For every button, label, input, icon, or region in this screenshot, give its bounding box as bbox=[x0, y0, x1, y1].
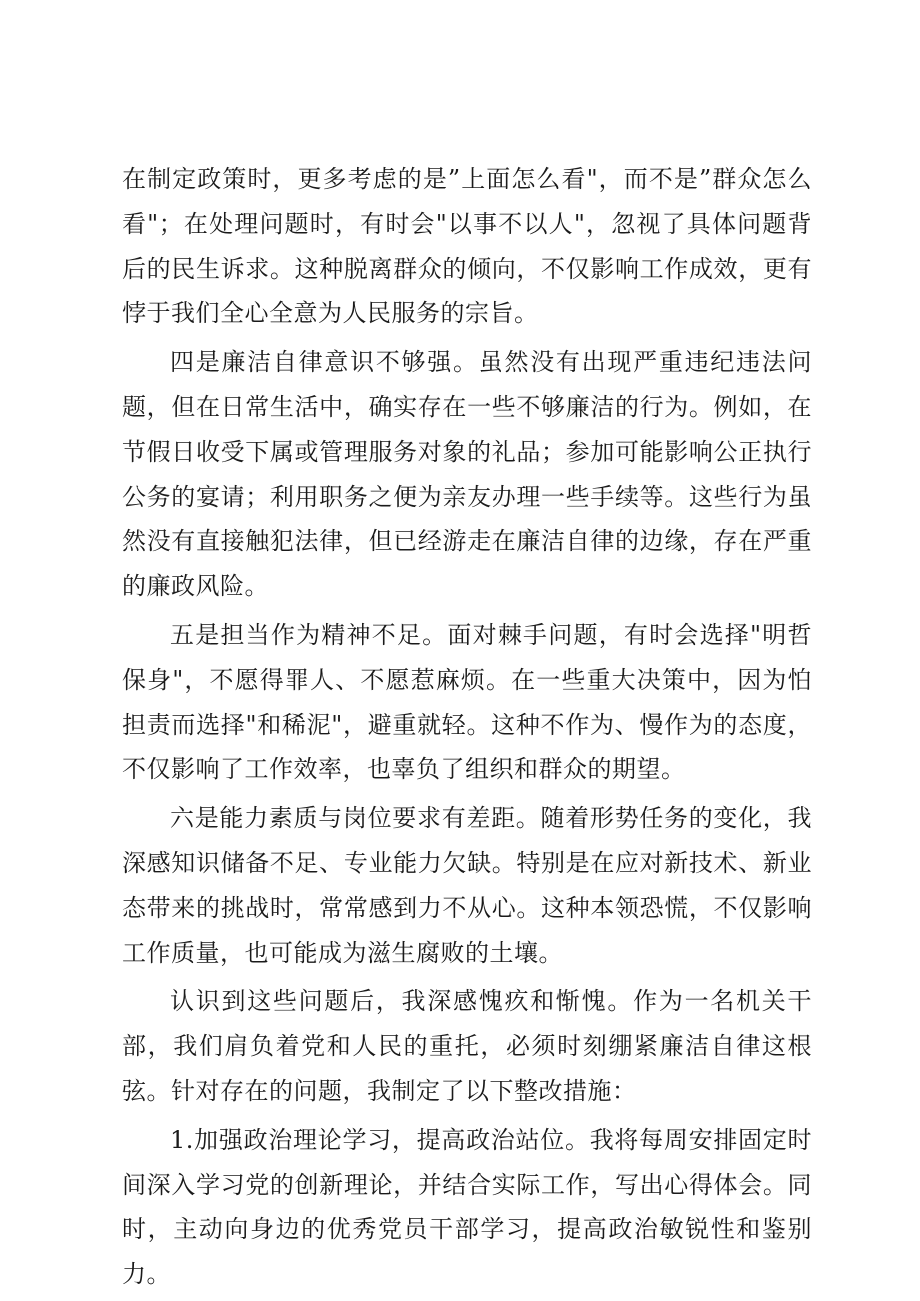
paragraph-1: 在制定政策时，更多考虑的是”上面怎么看"，而不是”群众怎么看"；在处理问题时，有时会"以事不以人"，忽视了具体问题背后的民生诉求。这种脱离群众的倾向，不仅影响工作成效，更有悖于我们全心全意为人民服务的宗旨。 bbox=[122, 165, 812, 328]
paragraph-2: 四是廉洁自律意识不够强。虽然没有出现严重违纪违法问题，但在日常生活中，确实存在一些不够廉洁的行为。例如，在节假日收受下属或管理服务对象的礼品；参加可能影响公正执行公务的宴请；利用职务之便为亲友办理一些手续等。这些行为虽然没有直接触犯法律，但已经游走在廉洁自律的边缘，存在严重的廉政风险。 bbox=[122, 348, 812, 601]
paragraph-5: 认识到这些问题后，我深感愧疚和惭愧。作为一名机关干部，我们肩负着党和人民的重托，必须时刻绷紧廉洁自律这根弦。针对存在的问题，我制定了以下整改措施： bbox=[122, 987, 812, 1105]
paragraph-4: 六是能力素质与岗位要求有差距。随着形势任务的变化，我深感知识储备不足、专业能力欠缺。特别是在应对新技术、新业态带来的挑战时，常常感到力不从心。这种本领恐慌，不仅影响工作质量，也可能成为滋生腐败的土壤。 bbox=[122, 804, 812, 967]
document-body bbox=[122, 157, 812, 1301]
paragraph-6: 1.加强政治理论学习，提高政治站位。我将每周安排固定时间深入学习党的创新理论，并结合实际工作，写出心得体会。同时，主动向身边的优秀党员干部学习，提高政治敏锐性和鉴别力。 bbox=[122, 1125, 812, 1289]
paragraph-3: 五是担当作为精神不足。面对棘手问题，有时会选择"明哲保身"，不愿得罪人、不愿惹麻烦。在一些重大决策中，因为怕担责而选择"和稀泥"，避重就轻。这种不作为、慢作为的态度，不仅影响了工作效率，也辜负了组织和群众的期望。 bbox=[122, 620, 812, 784]
